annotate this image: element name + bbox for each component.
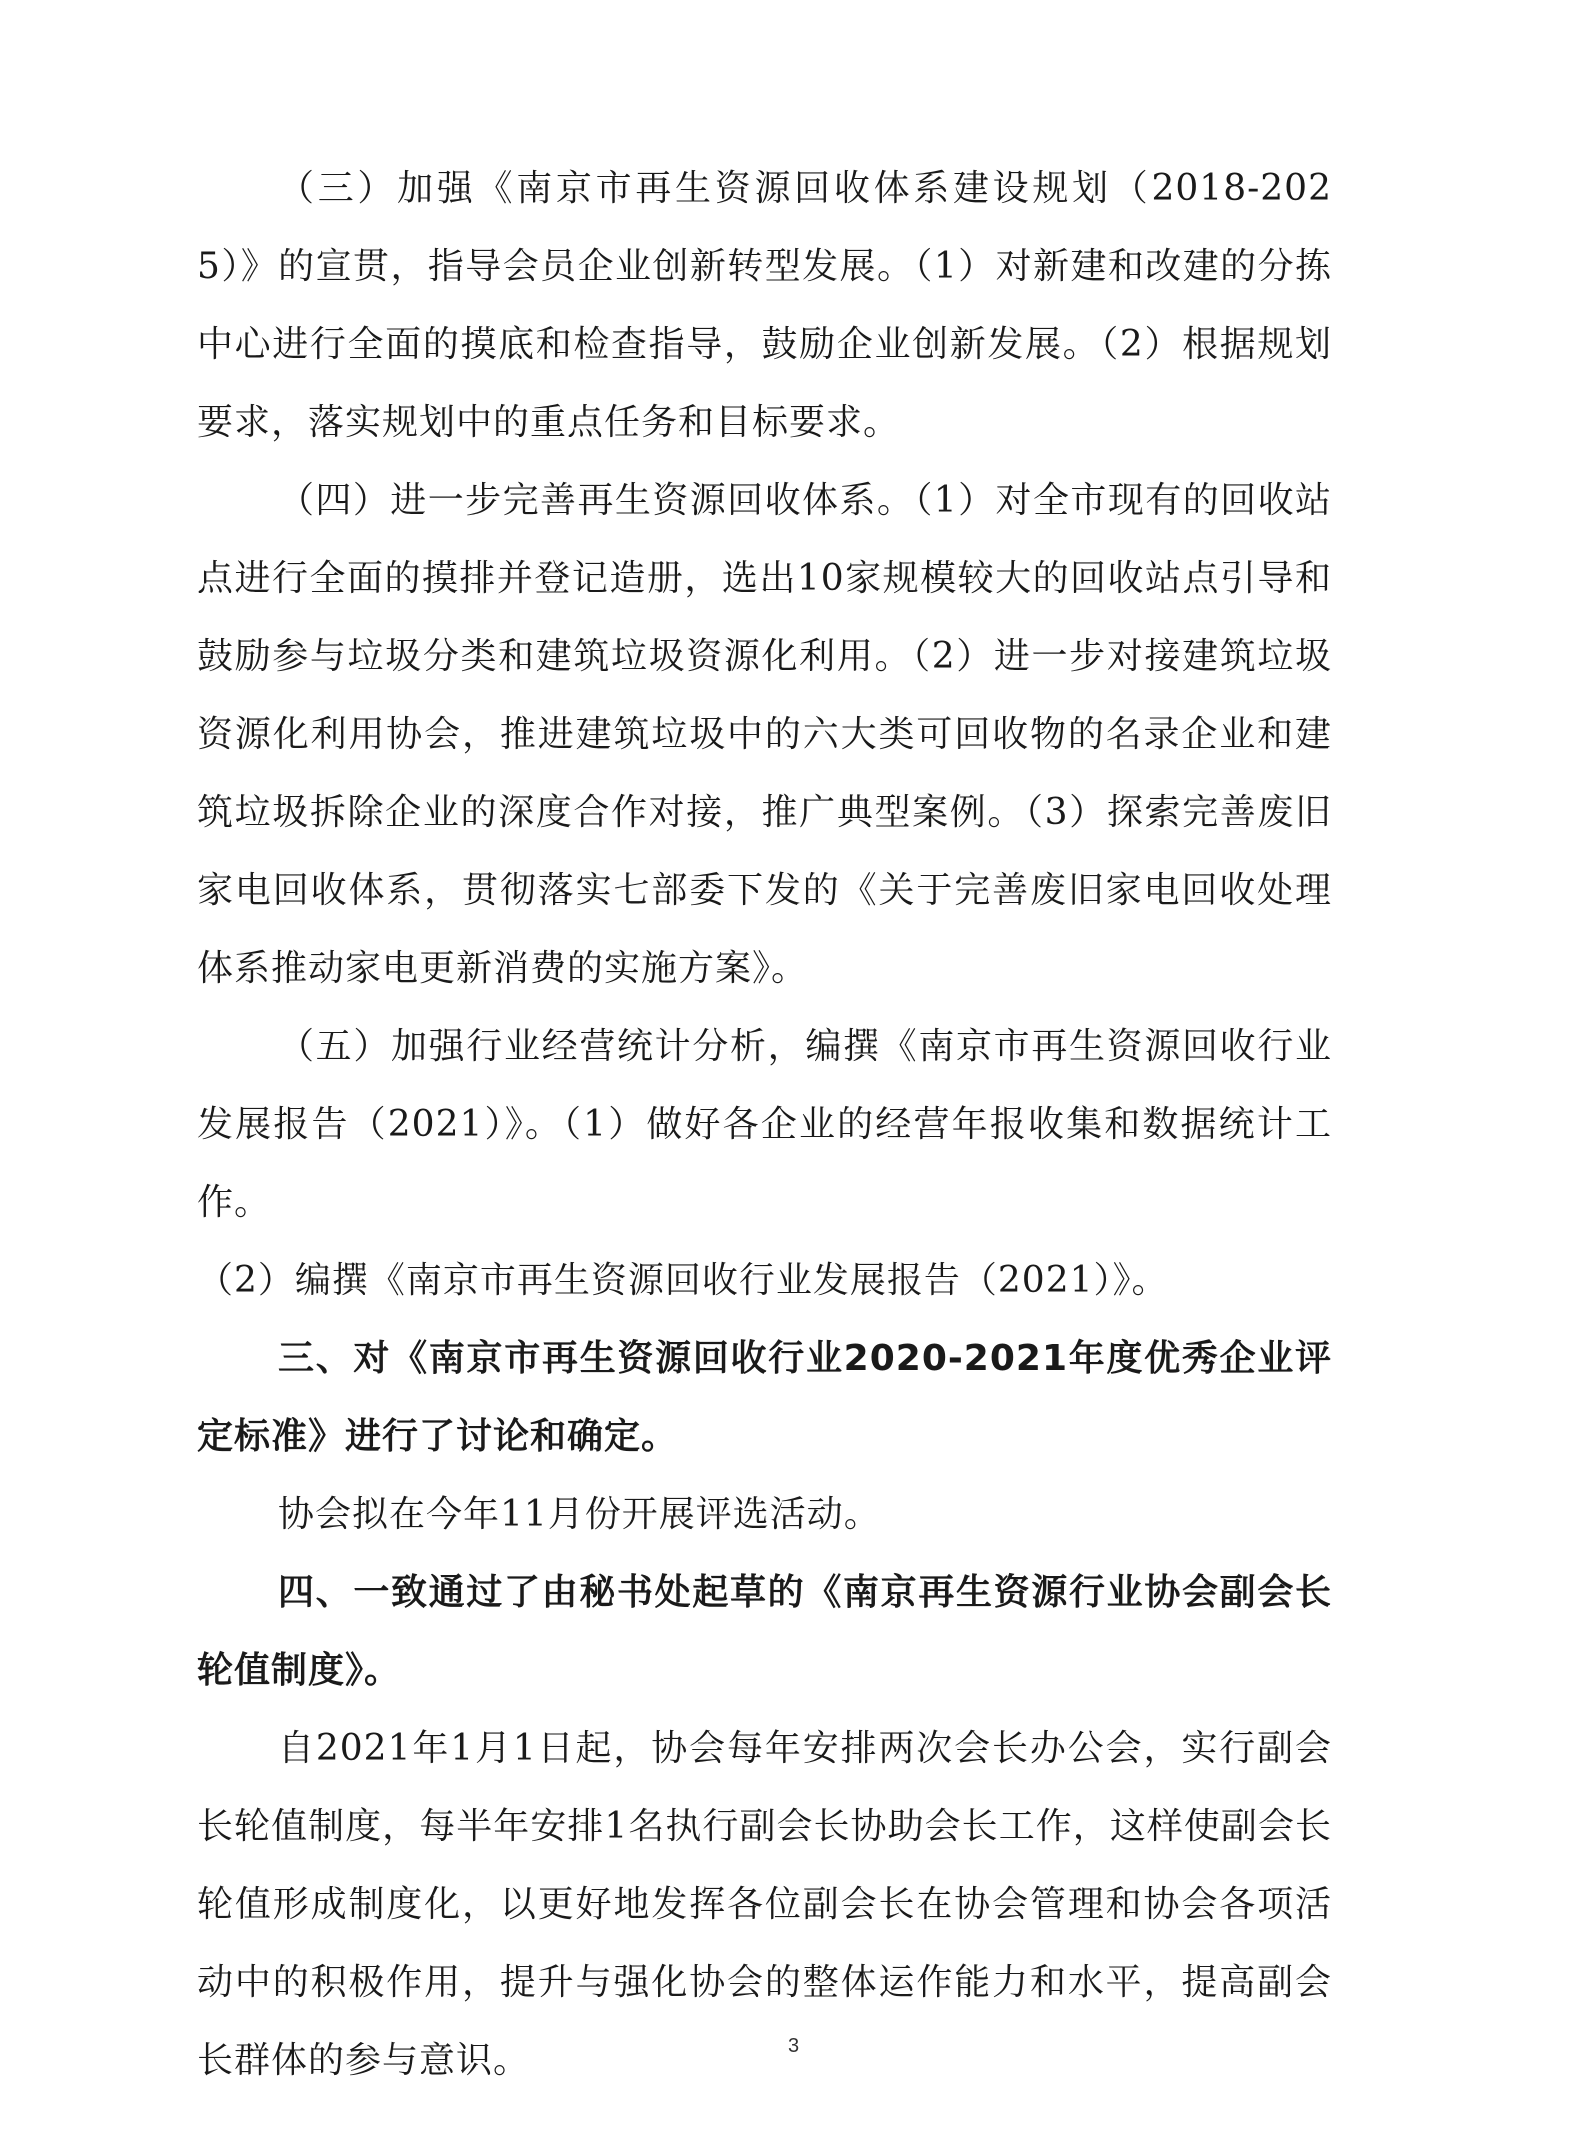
paragraph-item-5-continuation: （2）编撰《南京市再生资源回收行业发展报告（2021）》。	[197, 1260, 1169, 1301]
page-number: 3	[787, 2035, 800, 2057]
paragraph-item-3-publicity: （三）加强《南京市再生资源回收体系建设规划（2018-2025）》的宣贯，指导会员企业创新转型发展。（1）对新建和改建的分拣中心进行全面的摸底和检查指导，鼓励企业创新发展。（2）根据规划要求，落实规划中的重点任务和目标要求。	[197, 168, 1332, 443]
paragraph-selection-activity: 协会拟在今年11月份开展评选活动。	[278, 1494, 881, 1535]
section-heading-3: 三、对《南京市再生资源回收行业2020-2021年度优秀企业评定标准》进行了讨论和确定。	[197, 1338, 1332, 1457]
paragraph-item-5-statistics: （五）加强行业经营统计分析，编撰《南京市再生资源回收行业发展报告（2021）》。（1）做好各企业的经营年报收集和数据统计工作。	[197, 1026, 1332, 1223]
paragraph-item-4-recycling-system: （四）进一步完善再生资源回收体系。（1）对全市现有的回收站点进行全面的摸排并登记造册，选出10家规模较大的回收站点引导和鼓励参与垃圾分类和建筑垃圾资源化利用。（2）进一步对接建筑垃圾资源化利用协会，推进建筑垃圾中的六大类可回收物的名录企业和建筑垃圾拆除企业的深度合作对接，推广典型案例。（3）探索完善废旧家电回收体系，贯彻落实七部委下发的《关于完善废旧家电回收处理体系推动家电更新消费的实施方案》。	[197, 480, 1332, 989]
section-heading-4: 四、一致通过了由秘书处起草的《南京再生资源行业协会副会长轮值制度》。	[197, 1572, 1332, 1691]
paragraph-rotation-system: 自2021年1月1日起，协会每年安排两次会长办公会，实行副会长轮值制度，每半年安排1名执行副会长协助会长工作，这样使副会长轮值形成制度化，以更好地发挥各位副会长在协会管理和协会各项活动中的积极作用，提升与强化协会的整体运作能力和水平，提高副会长群体的参与意识。	[197, 1728, 1332, 2081]
